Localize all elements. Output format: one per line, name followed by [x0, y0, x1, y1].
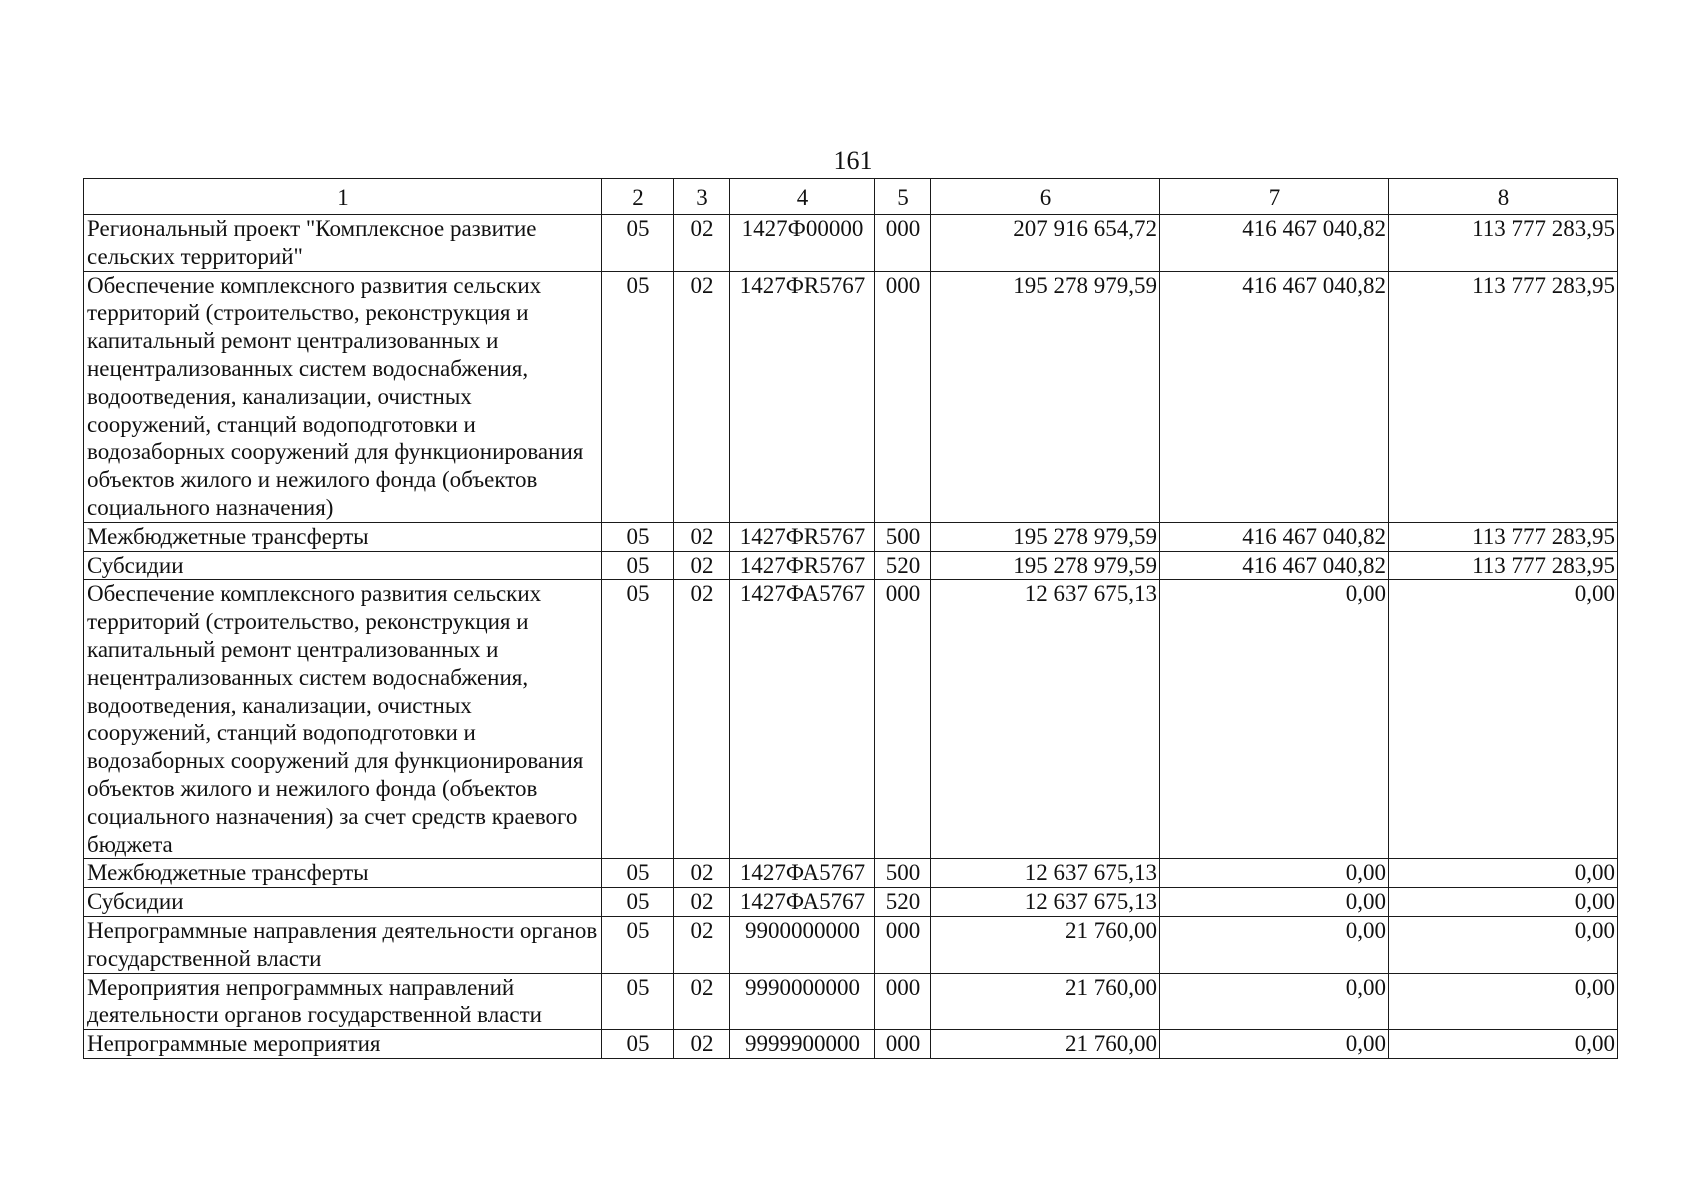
column-header: 2	[602, 179, 674, 215]
amount-col6: 195 278 979,59	[931, 271, 1160, 522]
row-name: Региональный проект "Комплексное развитие сельских территорий"	[84, 215, 602, 272]
subsection-code: 02	[674, 271, 730, 522]
table-row	[84, 215, 1618, 272]
amount-col6: 21 760,00	[931, 1030, 1160, 1059]
subsection-code: 02	[674, 888, 730, 917]
target-article-code: 1427ФR5767	[730, 522, 875, 551]
row-name: Межбюджетные трансферты	[84, 522, 602, 551]
column-header: 5	[875, 179, 931, 215]
subsection-code: 02	[674, 859, 730, 888]
target-article-code: 1427ФR5767	[730, 551, 875, 580]
column-header: 7	[1160, 179, 1389, 215]
subsection-code: 02	[674, 916, 730, 973]
subsection-code: 02	[674, 215, 730, 272]
page-number: 161	[833, 146, 873, 175]
amount-col7: 0,00	[1160, 888, 1389, 917]
table-row	[84, 551, 1618, 580]
amount-col6: 12 637 675,13	[931, 888, 1160, 917]
amount-col6: 21 760,00	[931, 973, 1160, 1030]
amount-col7: 0,00	[1160, 1030, 1389, 1059]
amount-col6: 195 278 979,59	[931, 551, 1160, 580]
amount-col8: 0,00	[1389, 580, 1618, 859]
amount-col7: 416 467 040,82	[1160, 215, 1389, 272]
subsection-code: 02	[674, 1030, 730, 1059]
amount-col6: 195 278 979,59	[931, 522, 1160, 551]
row-name: Непрограммные направления деятельности органов государственной власти	[84, 916, 602, 973]
amount-col7: 0,00	[1160, 580, 1389, 859]
section-code: 05	[602, 551, 674, 580]
target-article-code: 1427ФА5767	[730, 888, 875, 917]
table-row	[84, 859, 1618, 888]
section-code: 05	[602, 580, 674, 859]
row-name: Межбюджетные трансферты	[84, 859, 602, 888]
table-row	[84, 916, 1618, 973]
amount-col8: 113 777 283,95	[1389, 522, 1618, 551]
table-row	[84, 1030, 1618, 1059]
column-header: 8	[1389, 179, 1618, 215]
amount-col8: 0,00	[1389, 973, 1618, 1030]
column-header: 1	[84, 179, 602, 215]
table-header-row	[84, 179, 1618, 215]
table-row	[84, 888, 1618, 917]
column-header: 3	[674, 179, 730, 215]
table-row	[84, 522, 1618, 551]
expense-type-code: 520	[875, 888, 931, 917]
row-name: Обеспечение комплексного развития сельских территорий (строительство, реконструкция и капитальный ремонт централизованных и нецентрализованных систем водоснабжения, водоотведения, канализации, очистных сооружений, станций водоподготовки и водозаборных сооружений для функционирования объектов жилого и нежилого фонда (объектов социального назначения) за счет средств краевого бюджета	[84, 580, 602, 859]
section-code: 05	[602, 973, 674, 1030]
section-code: 05	[602, 916, 674, 973]
amount-col8: 0,00	[1389, 916, 1618, 973]
row-name: Обеспечение комплексного развития сельских территорий (строительство, реконструкция и капитальный ремонт централизованных и нецентрализованных систем водоснабжения, водоотведения, канализации, очистных сооружений, станций водоподготовки и водозаборных сооружений для функционирования объектов жилого и нежилого фонда (объектов социального назначения)	[84, 271, 602, 522]
section-code: 05	[602, 888, 674, 917]
expense-type-code: 500	[875, 859, 931, 888]
amount-col7: 416 467 040,82	[1160, 522, 1389, 551]
section-code: 05	[602, 859, 674, 888]
amount-col7: 0,00	[1160, 973, 1389, 1030]
section-code: 05	[602, 215, 674, 272]
amount-col7: 0,00	[1160, 859, 1389, 888]
column-header: 6	[931, 179, 1160, 215]
amount-col8: 113 777 283,95	[1389, 215, 1618, 272]
row-name: Непрограммные мероприятия	[84, 1030, 602, 1059]
amount-col6: 21 760,00	[931, 916, 1160, 973]
expense-type-code: 000	[875, 215, 931, 272]
section-code: 05	[602, 271, 674, 522]
expense-type-code: 520	[875, 551, 931, 580]
amount-col6: 12 637 675,13	[931, 859, 1160, 888]
amount-col7: 416 467 040,82	[1160, 271, 1389, 522]
expense-type-code: 000	[875, 973, 931, 1030]
amount-col8: 113 777 283,95	[1389, 271, 1618, 522]
target-article-code: 9900000000	[730, 916, 875, 973]
subsection-code: 02	[674, 973, 730, 1030]
target-article-code: 9990000000	[730, 973, 875, 1030]
subsection-code: 02	[674, 522, 730, 551]
row-name: Мероприятия непрограммных направлений деятельности органов государственной власти	[84, 973, 602, 1030]
target-article-code: 9999900000	[730, 1030, 875, 1059]
amount-col7: 416 467 040,82	[1160, 551, 1389, 580]
target-article-code: 1427ФА5767	[730, 580, 875, 859]
target-article-code: 1427Ф00000	[730, 215, 875, 272]
target-article-code: 1427ФА5767	[730, 859, 875, 888]
amount-col8: 0,00	[1389, 888, 1618, 917]
subsection-code: 02	[674, 580, 730, 859]
expense-type-code: 000	[875, 1030, 931, 1059]
amount-col6: 207 916 654,72	[931, 215, 1160, 272]
row-name: Субсидии	[84, 551, 602, 580]
budget-table	[83, 178, 1618, 1059]
column-header: 4	[730, 179, 875, 215]
table-row	[84, 271, 1618, 522]
expense-type-code: 000	[875, 580, 931, 859]
amount-col6: 12 637 675,13	[931, 580, 1160, 859]
expense-type-code: 000	[875, 271, 931, 522]
expense-type-code: 500	[875, 522, 931, 551]
section-code: 05	[602, 1030, 674, 1059]
table-row	[84, 973, 1618, 1030]
amount-col7: 0,00	[1160, 916, 1389, 973]
table-row	[84, 580, 1618, 859]
row-name: Субсидии	[84, 888, 602, 917]
subsection-code: 02	[674, 551, 730, 580]
target-article-code: 1427ФR5767	[730, 271, 875, 522]
section-code: 05	[602, 522, 674, 551]
amount-col8: 0,00	[1389, 859, 1618, 888]
amount-col8: 0,00	[1389, 1030, 1618, 1059]
amount-col8: 113 777 283,95	[1389, 551, 1618, 580]
expense-type-code: 000	[875, 916, 931, 973]
